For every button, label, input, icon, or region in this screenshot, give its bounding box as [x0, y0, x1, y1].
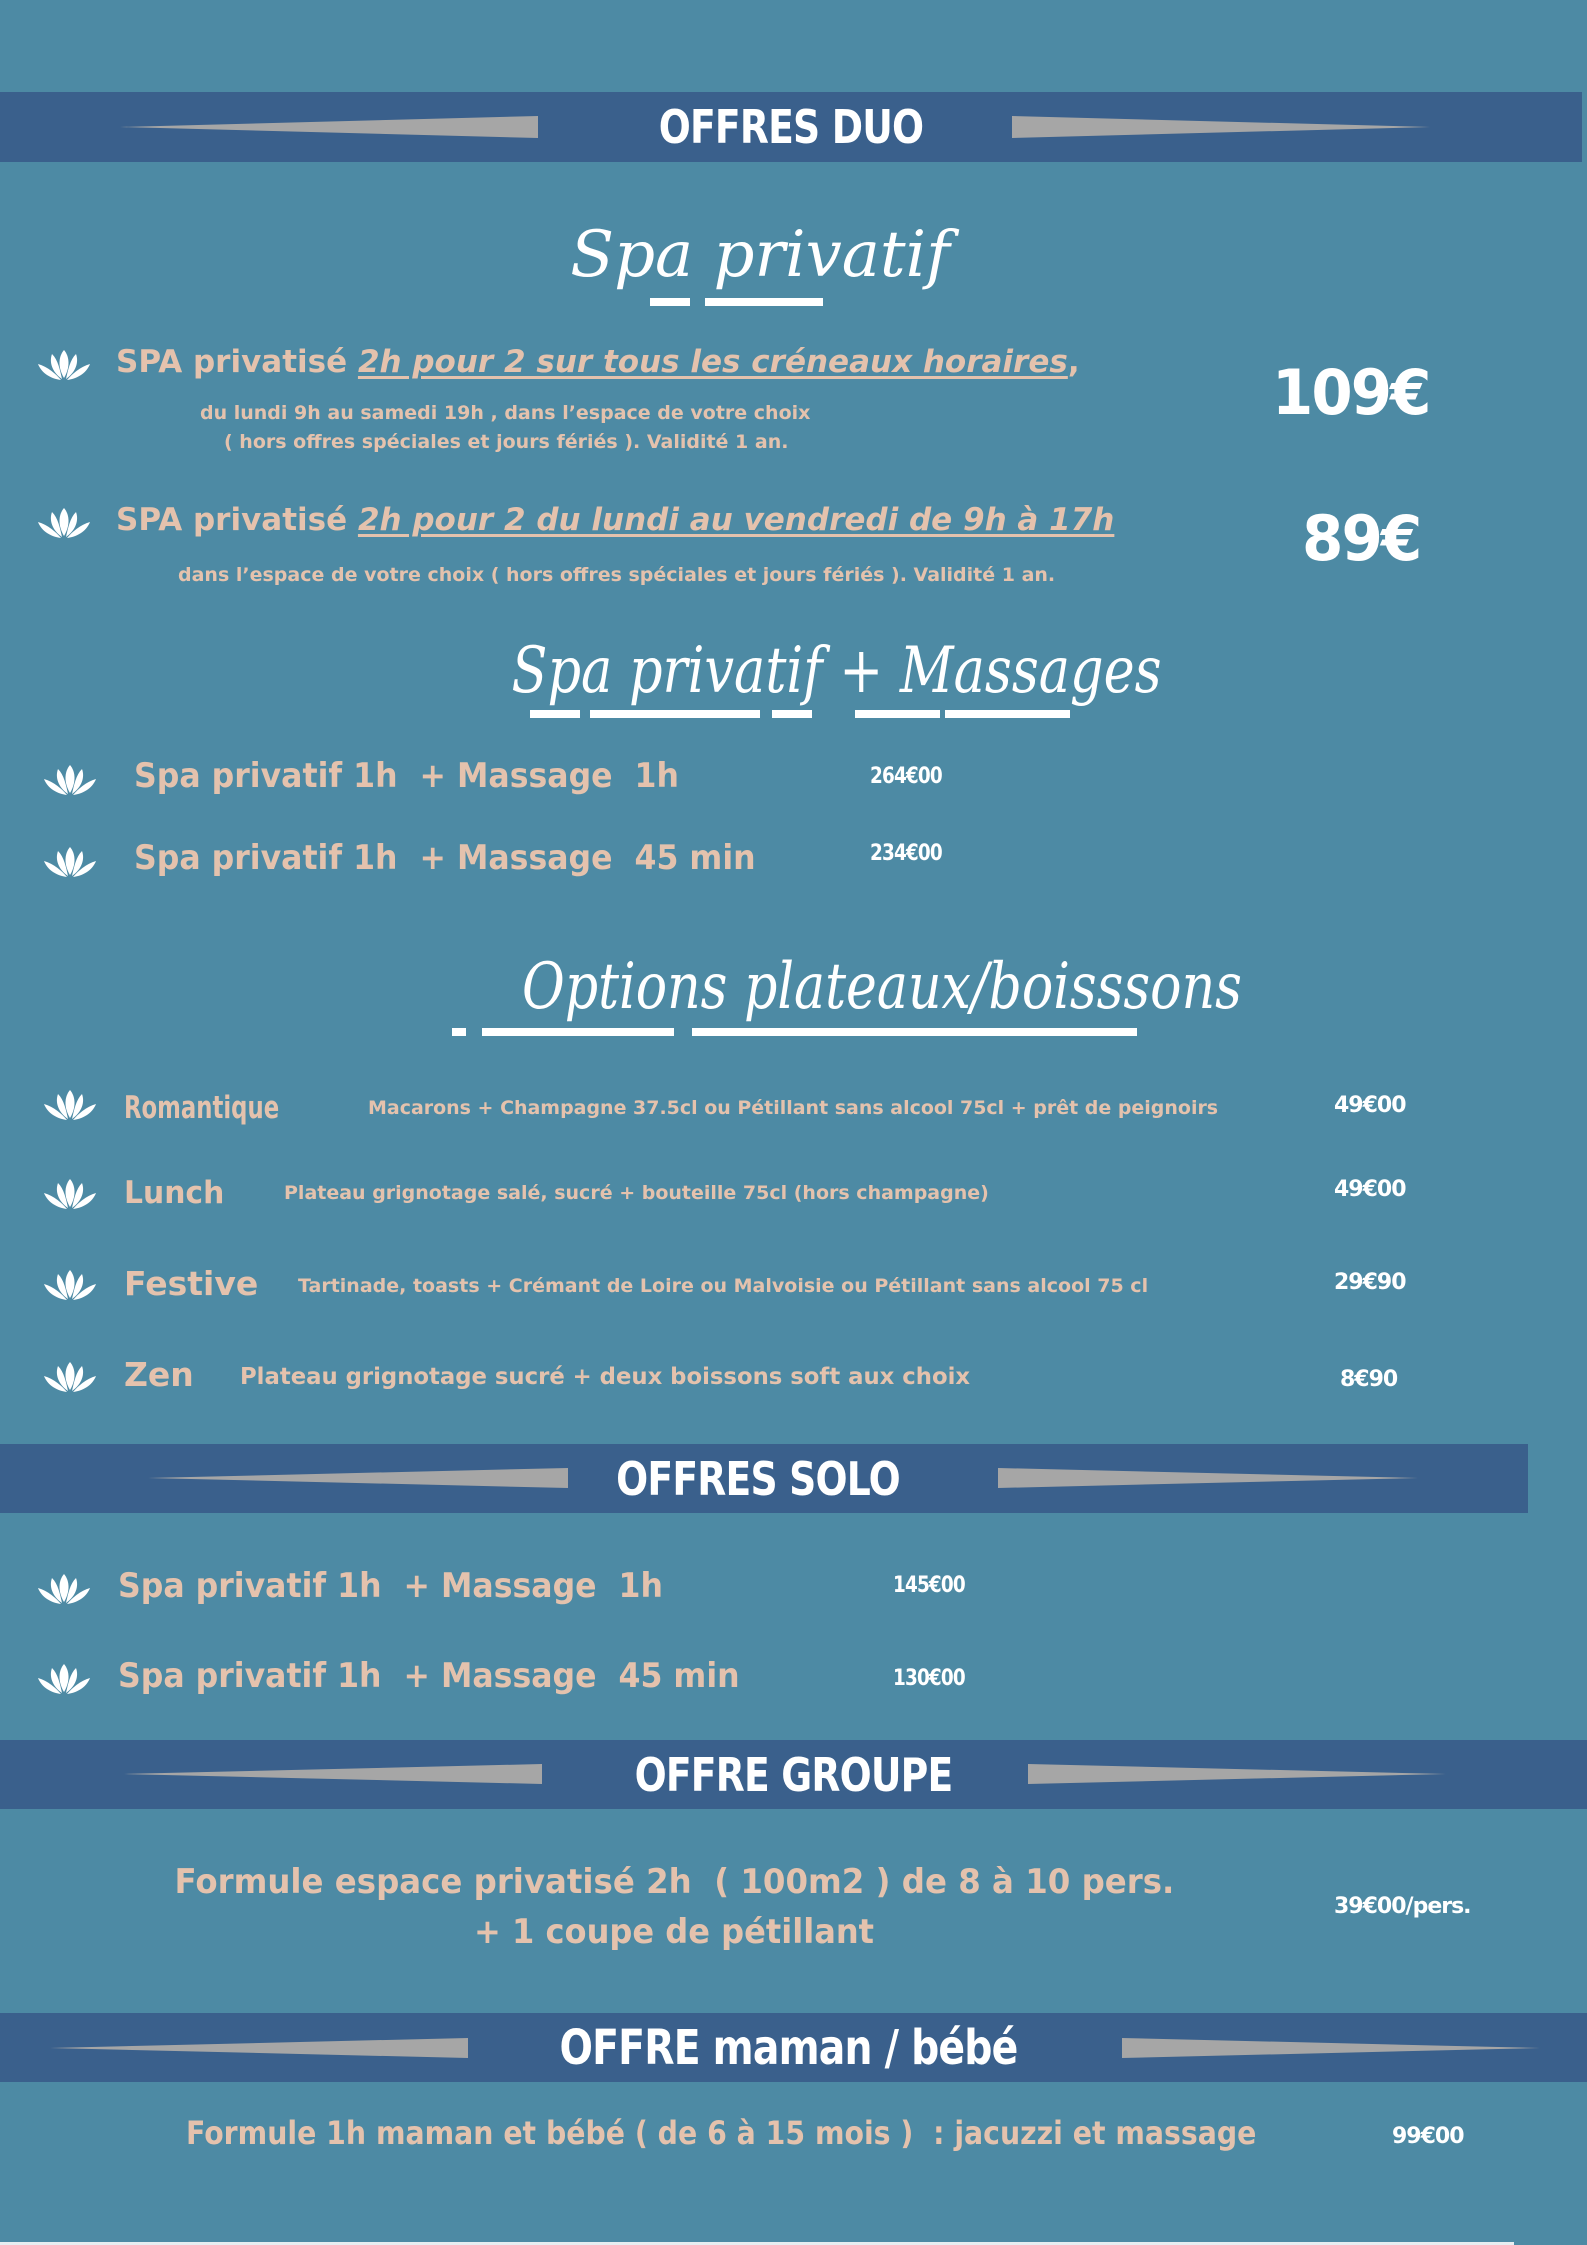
- option-name: Romantique: [124, 1090, 280, 1126]
- option-name: Zen: [124, 1355, 194, 1394]
- heading-underline: [590, 710, 760, 718]
- lotus-icon: [36, 348, 92, 382]
- section-title: OFFRE maman / bébé: [559, 2019, 1018, 2076]
- heading-spa-massages: [440, 634, 1162, 708]
- heading-underline: [772, 710, 812, 718]
- right-spike-decoration: [1122, 2038, 1540, 2058]
- massage-item-label: Spa privatif 1h + Massage 45 min: [134, 838, 756, 878]
- spa-item-1-price: 109€: [1272, 356, 1430, 429]
- section-title: OFFRES DUO: [658, 100, 924, 154]
- groupe-price: 39€00/pers.: [1334, 1894, 1471, 1919]
- heading-text: Spa privatif + Massages: [511, 634, 1162, 708]
- option-description: Tartinade, toasts + Crémant de Loire ou Malvoisie ou Pétillant sans alcool 75 cl: [298, 1275, 1149, 1297]
- spa-item-2-title: [116, 502, 1114, 538]
- spa-item-lead: SPA privatisé: [116, 502, 358, 538]
- option-name: Lunch: [124, 1175, 225, 1211]
- spa-item-1-detail-1: du lundi 9h au samedi 19h , dans l’espace de votre choix: [200, 402, 811, 424]
- option-description: Plateau grignotage salé, sucré + bouteille 75cl (hors champagne): [284, 1182, 989, 1204]
- maman-price: 99€00: [1392, 2124, 1464, 2149]
- right-spike-decoration: [1012, 116, 1430, 138]
- heading-underline: [855, 710, 940, 718]
- massage-item-price: 264€00: [870, 764, 942, 789]
- heading-underline: [692, 1028, 1137, 1036]
- groupe-line-2: + 1 coupe de pétillant: [473, 1912, 875, 1952]
- option-name: Festive: [124, 1264, 259, 1303]
- spa-item-lead: SPA privatisé: [116, 344, 358, 380]
- heading-underline: [482, 1028, 674, 1036]
- massage-item-price: 234€00: [870, 841, 942, 866]
- solo-item-label: Spa privatif 1h + Massage 45 min: [118, 1656, 740, 1696]
- spa-item-2-detail: dans l’espace de votre choix ( hors offres spéciales et jours fériés ). Validité 1 an.: [178, 564, 1056, 586]
- right-spike-decoration: [1028, 1764, 1446, 1784]
- heading-underline: [530, 710, 580, 718]
- option-price: 29€90: [1334, 1270, 1406, 1295]
- option-price: 49€00: [1334, 1177, 1406, 1202]
- heading-spa-privatif: [560, 218, 960, 292]
- right-spike-decoration: [998, 1468, 1418, 1488]
- lotus-icon: [36, 1662, 92, 1696]
- heading-text: Spa privatif: [570, 218, 950, 292]
- solo-item-price: 130€00: [893, 1666, 965, 1691]
- section-band-offres-solo: [0, 1444, 1528, 1513]
- spa-item-1-title: [116, 344, 1080, 380]
- lotus-icon: [42, 1268, 98, 1302]
- solo-item-price: 145€00: [893, 1573, 965, 1598]
- section-band-offre-groupe: [0, 1740, 1587, 1809]
- section-band-offres-duo: [0, 92, 1582, 162]
- groupe-line-1: Formule espace privatisé 2h ( 100m2 ) de 8 à 10 pers.: [174, 1862, 1174, 1902]
- option-description: Plateau grignotage sucré + deux boissons soft aux choix: [240, 1364, 971, 1390]
- solo-item-label: Spa privatif 1h + Massage 1h: [118, 1566, 663, 1606]
- heading-underline: [452, 1028, 466, 1036]
- option-description: Macarons + Champagne 37.5cl ou Pétillant sans alcool 75cl + prêt de peignoirs: [368, 1097, 1219, 1119]
- spa-item-1-detail-2: ( hors offres spéciales et jours fériés ). Validité 1 an.: [224, 431, 789, 453]
- lotus-icon: [42, 1088, 98, 1122]
- spa-item-underlined: 2h pour 2 du lundi au vendredi de 9h à 17h: [357, 502, 1115, 538]
- heading-text: Options plateaux/boisssons: [521, 950, 1242, 1024]
- section-band-offre-maman-bebe: [0, 2013, 1587, 2082]
- spa-item-underlined: 2h pour 2 sur tous les créneaux horaires: [357, 344, 1068, 380]
- massage-item-label: Spa privatif 1h + Massage 1h: [134, 756, 679, 796]
- heading-options: [440, 950, 1242, 1024]
- lotus-icon: [42, 1177, 98, 1211]
- lotus-icon: [42, 845, 98, 879]
- section-title: OFFRE GROUPE: [634, 1747, 953, 1802]
- section-title: OFFRES SOLO: [616, 1451, 900, 1506]
- lotus-icon: [42, 1360, 98, 1394]
- maman-line: Formule 1h maman et bébé ( de 6 à 15 mois ) : jacuzzi et massage: [186, 2114, 1257, 2152]
- spa-item-trail: ,: [1067, 344, 1080, 380]
- lotus-icon: [42, 763, 98, 797]
- heading-underline: [945, 710, 1070, 718]
- option-price: 8€90: [1340, 1367, 1398, 1392]
- spa-item-2-price: 89€: [1302, 502, 1421, 575]
- option-price: 49€00: [1334, 1093, 1406, 1118]
- lotus-icon: [36, 1572, 92, 1606]
- lotus-icon: [36, 506, 92, 540]
